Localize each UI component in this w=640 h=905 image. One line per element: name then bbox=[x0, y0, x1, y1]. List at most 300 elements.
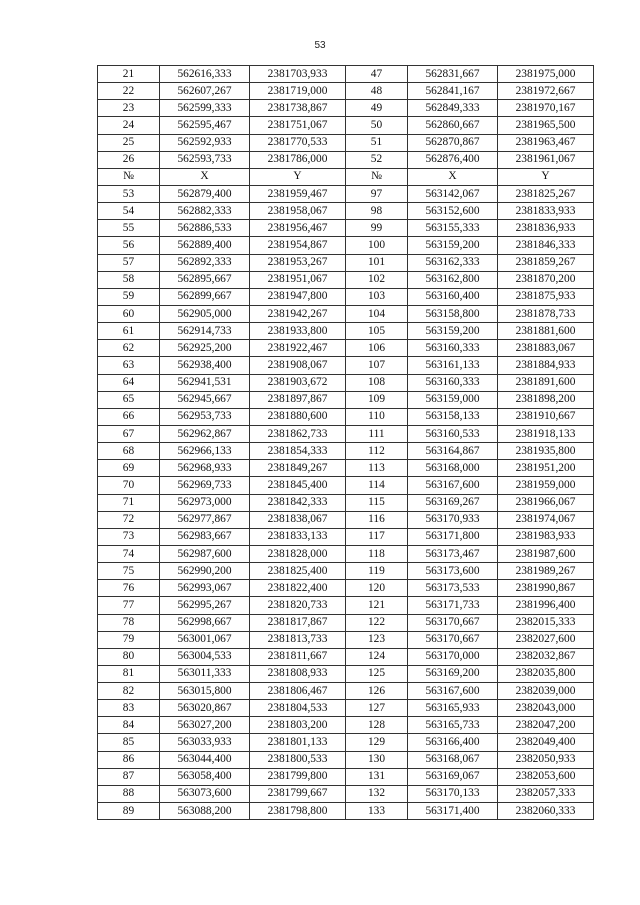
left-y-coordinate-cell: 2381817,867 bbox=[250, 614, 346, 631]
left-point-number-cell: 72 bbox=[98, 511, 160, 528]
left-y-coordinate-cell: 2381738,867 bbox=[250, 100, 346, 117]
right-x-coordinate-cell: 563166,400 bbox=[408, 734, 498, 751]
left-y-coordinate-cell: 2381854,333 bbox=[250, 443, 346, 460]
right-x-coordinate-cell: 563170,133 bbox=[408, 785, 498, 802]
right-x-coordinate-cell: 563165,733 bbox=[408, 717, 498, 734]
right-y-coordinate-cell: 2381898,200 bbox=[498, 391, 594, 408]
left-x-coordinate-cell: 562966,133 bbox=[160, 443, 250, 460]
right-y-coordinate-cell: 2381878,733 bbox=[498, 305, 594, 322]
right-x-coordinate-cell: 563161,133 bbox=[408, 357, 498, 374]
right-x-coordinate-cell: 563158,800 bbox=[408, 305, 498, 322]
right-point-number-cell: 49 bbox=[346, 100, 408, 117]
table-row bbox=[98, 717, 594, 734]
right-y-coordinate-cell: 2381836,933 bbox=[498, 220, 594, 237]
left-y-column-header: Y bbox=[250, 168, 346, 185]
left-point-number-cell: 86 bbox=[98, 751, 160, 768]
right-point-number-cell: 127 bbox=[346, 700, 408, 717]
right-point-number-cell: 52 bbox=[346, 151, 408, 168]
left-x-coordinate-cell: 562938,400 bbox=[160, 357, 250, 374]
right-x-coordinate-cell: 562870,867 bbox=[408, 134, 498, 151]
right-y-coordinate-cell: 2381987,600 bbox=[498, 545, 594, 562]
left-y-coordinate-cell: 2381838,067 bbox=[250, 511, 346, 528]
right-y-coordinate-cell: 2381989,267 bbox=[498, 563, 594, 580]
table-row bbox=[98, 545, 594, 562]
left-x-coordinate-cell: 563044,400 bbox=[160, 751, 250, 768]
left-y-coordinate-cell: 2381799,800 bbox=[250, 768, 346, 785]
left-y-coordinate-cell: 2381751,067 bbox=[250, 117, 346, 134]
right-x-coordinate-cell: 562849,333 bbox=[408, 100, 498, 117]
left-x-coordinate-cell: 562925,200 bbox=[160, 340, 250, 357]
left-x-coordinate-cell: 563015,800 bbox=[160, 683, 250, 700]
table-row bbox=[98, 185, 594, 202]
table-row bbox=[98, 83, 594, 100]
right-point-number-cell: 109 bbox=[346, 391, 408, 408]
left-point-number-cell: 61 bbox=[98, 323, 160, 340]
right-point-number-cell: 47 bbox=[346, 66, 408, 83]
right-point-number-cell: 118 bbox=[346, 545, 408, 562]
left-y-coordinate-cell: 2381833,133 bbox=[250, 528, 346, 545]
table-row bbox=[98, 443, 594, 460]
right-x-coordinate-cell: 563171,400 bbox=[408, 803, 498, 820]
table-row bbox=[98, 631, 594, 648]
table-row bbox=[98, 683, 594, 700]
table-row bbox=[98, 700, 594, 717]
right-x-coordinate-cell: 563171,800 bbox=[408, 528, 498, 545]
right-point-number-cell: 101 bbox=[346, 254, 408, 271]
table-row bbox=[98, 151, 594, 168]
left-x-coordinate-cell: 562592,933 bbox=[160, 134, 250, 151]
left-x-coordinate-cell: 562595,467 bbox=[160, 117, 250, 134]
left-number-column-header: № bbox=[98, 168, 160, 185]
table-row bbox=[98, 460, 594, 477]
right-x-coordinate-cell: 563159,200 bbox=[408, 323, 498, 340]
right-x-coordinate-cell: 562860,667 bbox=[408, 117, 498, 134]
left-point-number-cell: 57 bbox=[98, 254, 160, 271]
left-point-number-cell: 71 bbox=[98, 494, 160, 511]
right-point-number-cell: 122 bbox=[346, 614, 408, 631]
table-row bbox=[98, 528, 594, 545]
right-point-number-cell: 110 bbox=[346, 408, 408, 425]
left-point-number-cell: 54 bbox=[98, 203, 160, 220]
left-point-number-cell: 24 bbox=[98, 117, 160, 134]
left-y-coordinate-cell: 2381798,800 bbox=[250, 803, 346, 820]
left-y-coordinate-cell: 2381954,867 bbox=[250, 237, 346, 254]
right-x-coordinate-cell: 563164,867 bbox=[408, 443, 498, 460]
right-y-coordinate-cell: 2381883,067 bbox=[498, 340, 594, 357]
left-y-coordinate-cell: 2381958,067 bbox=[250, 203, 346, 220]
table-row bbox=[98, 734, 594, 751]
left-x-coordinate-cell: 562953,733 bbox=[160, 408, 250, 425]
table-row bbox=[98, 597, 594, 614]
table-row bbox=[98, 288, 594, 305]
right-y-coordinate-cell: 2381825,267 bbox=[498, 185, 594, 202]
right-point-number-cell: 124 bbox=[346, 648, 408, 665]
table-row bbox=[98, 648, 594, 665]
right-y-coordinate-cell: 2381975,000 bbox=[498, 66, 594, 83]
table-row bbox=[98, 305, 594, 322]
left-x-coordinate-cell: 562879,400 bbox=[160, 185, 250, 202]
right-y-coordinate-cell: 2381859,267 bbox=[498, 254, 594, 271]
right-point-number-cell: 51 bbox=[346, 134, 408, 151]
table-row bbox=[98, 803, 594, 820]
right-point-number-cell: 50 bbox=[346, 117, 408, 134]
left-point-number-cell: 75 bbox=[98, 563, 160, 580]
left-y-coordinate-cell: 2381770,533 bbox=[250, 134, 346, 151]
table-row bbox=[98, 408, 594, 425]
right-y-coordinate-cell: 2382049,400 bbox=[498, 734, 594, 751]
right-x-coordinate-cell: 562831,667 bbox=[408, 66, 498, 83]
right-point-number-cell: 112 bbox=[346, 443, 408, 460]
left-y-coordinate-cell: 2381703,933 bbox=[250, 66, 346, 83]
left-point-number-cell: 70 bbox=[98, 477, 160, 494]
right-y-coordinate-cell: 2382035,800 bbox=[498, 665, 594, 682]
left-point-number-cell: 69 bbox=[98, 460, 160, 477]
right-x-coordinate-cell: 563170,667 bbox=[408, 631, 498, 648]
right-point-number-cell: 123 bbox=[346, 631, 408, 648]
left-y-coordinate-cell: 2381828,000 bbox=[250, 545, 346, 562]
right-point-number-cell: 105 bbox=[346, 323, 408, 340]
left-x-coordinate-cell: 562882,333 bbox=[160, 203, 250, 220]
table-row bbox=[98, 134, 594, 151]
table-row bbox=[98, 477, 594, 494]
table-row bbox=[98, 425, 594, 442]
left-x-coordinate-cell: 563001,067 bbox=[160, 631, 250, 648]
right-point-number-cell: 97 bbox=[346, 185, 408, 202]
coordinates-table bbox=[97, 65, 594, 820]
left-point-number-cell: 80 bbox=[98, 648, 160, 665]
right-y-coordinate-cell: 2382015,333 bbox=[498, 614, 594, 631]
right-x-coordinate-cell: 563158,133 bbox=[408, 408, 498, 425]
table-row bbox=[98, 494, 594, 511]
right-point-number-cell: 121 bbox=[346, 597, 408, 614]
left-point-number-cell: 23 bbox=[98, 100, 160, 117]
left-x-coordinate-cell: 562616,333 bbox=[160, 66, 250, 83]
coordinates-table-body bbox=[98, 66, 594, 820]
right-x-coordinate-cell: 563169,267 bbox=[408, 494, 498, 511]
right-y-coordinate-cell: 2381963,467 bbox=[498, 134, 594, 151]
right-number-column-header: № bbox=[346, 168, 408, 185]
left-x-coordinate-cell: 563027,200 bbox=[160, 717, 250, 734]
right-y-coordinate-cell: 2381983,933 bbox=[498, 528, 594, 545]
right-y-coordinate-cell: 2382053,600 bbox=[498, 768, 594, 785]
right-point-number-cell: 99 bbox=[346, 220, 408, 237]
left-point-number-cell: 76 bbox=[98, 580, 160, 597]
left-x-coordinate-cell: 562995,267 bbox=[160, 597, 250, 614]
table-row bbox=[98, 785, 594, 802]
right-x-coordinate-cell: 563168,067 bbox=[408, 751, 498, 768]
right-y-coordinate-cell: 2381951,200 bbox=[498, 460, 594, 477]
left-point-number-cell: 56 bbox=[98, 237, 160, 254]
right-x-coordinate-cell: 563160,533 bbox=[408, 425, 498, 442]
right-y-coordinate-cell: 2382027,600 bbox=[498, 631, 594, 648]
table-row bbox=[98, 563, 594, 580]
right-x-coordinate-cell: 563159,000 bbox=[408, 391, 498, 408]
left-y-coordinate-cell: 2381799,667 bbox=[250, 785, 346, 802]
right-x-coordinate-cell: 563169,200 bbox=[408, 665, 498, 682]
table-row bbox=[98, 580, 594, 597]
table-row bbox=[98, 66, 594, 83]
left-y-coordinate-cell: 2381849,267 bbox=[250, 460, 346, 477]
right-x-coordinate-cell: 563171,733 bbox=[408, 597, 498, 614]
right-x-coordinate-cell: 563173,600 bbox=[408, 563, 498, 580]
left-y-coordinate-cell: 2381880,600 bbox=[250, 408, 346, 425]
left-x-coordinate-cell: 562990,200 bbox=[160, 563, 250, 580]
right-y-coordinate-cell: 2381918,133 bbox=[498, 425, 594, 442]
left-point-number-cell: 64 bbox=[98, 374, 160, 391]
left-y-coordinate-cell: 2381811,667 bbox=[250, 648, 346, 665]
right-point-number-cell: 116 bbox=[346, 511, 408, 528]
right-y-coordinate-cell: 2382039,000 bbox=[498, 683, 594, 700]
left-y-coordinate-cell: 2381786,000 bbox=[250, 151, 346, 168]
right-y-coordinate-cell: 2381846,333 bbox=[498, 237, 594, 254]
right-x-coordinate-cell: 563168,000 bbox=[408, 460, 498, 477]
right-y-coordinate-cell: 2381833,933 bbox=[498, 203, 594, 220]
left-y-coordinate-cell: 2381959,467 bbox=[250, 185, 346, 202]
right-x-coordinate-cell: 563170,000 bbox=[408, 648, 498, 665]
right-point-number-cell: 106 bbox=[346, 340, 408, 357]
left-point-number-cell: 21 bbox=[98, 66, 160, 83]
right-y-coordinate-cell: 2381959,000 bbox=[498, 477, 594, 494]
table-row bbox=[98, 374, 594, 391]
right-x-coordinate-cell: 563167,600 bbox=[408, 477, 498, 494]
left-y-coordinate-cell: 2381801,133 bbox=[250, 734, 346, 751]
right-x-coordinate-cell: 563155,333 bbox=[408, 220, 498, 237]
right-x-column-header: X bbox=[408, 168, 498, 185]
table-row bbox=[98, 323, 594, 340]
left-y-coordinate-cell: 2381820,733 bbox=[250, 597, 346, 614]
left-x-coordinate-cell: 562998,667 bbox=[160, 614, 250, 631]
right-y-column-header: Y bbox=[498, 168, 594, 185]
right-y-coordinate-cell: 2381935,800 bbox=[498, 443, 594, 460]
right-x-coordinate-cell: 563173,467 bbox=[408, 545, 498, 562]
left-y-coordinate-cell: 2381903,672 bbox=[250, 374, 346, 391]
left-x-coordinate-cell: 562593,733 bbox=[160, 151, 250, 168]
left-x-coordinate-cell: 562941,531 bbox=[160, 374, 250, 391]
left-point-number-cell: 74 bbox=[98, 545, 160, 562]
left-point-number-cell: 53 bbox=[98, 185, 160, 202]
right-point-number-cell: 132 bbox=[346, 785, 408, 802]
right-point-number-cell: 117 bbox=[346, 528, 408, 545]
left-y-coordinate-cell: 2381803,200 bbox=[250, 717, 346, 734]
left-point-number-cell: 59 bbox=[98, 288, 160, 305]
right-point-number-cell: 111 bbox=[346, 425, 408, 442]
right-y-coordinate-cell: 2381891,600 bbox=[498, 374, 594, 391]
right-y-coordinate-cell: 2381961,067 bbox=[498, 151, 594, 168]
left-x-coordinate-cell: 562899,667 bbox=[160, 288, 250, 305]
table-row bbox=[98, 237, 594, 254]
left-x-coordinate-cell: 563088,200 bbox=[160, 803, 250, 820]
right-y-coordinate-cell: 2381974,067 bbox=[498, 511, 594, 528]
right-point-number-cell: 102 bbox=[346, 271, 408, 288]
left-y-coordinate-cell: 2381845,400 bbox=[250, 477, 346, 494]
right-x-coordinate-cell: 563169,067 bbox=[408, 768, 498, 785]
left-y-coordinate-cell: 2381825,400 bbox=[250, 563, 346, 580]
left-y-coordinate-cell: 2381908,067 bbox=[250, 357, 346, 374]
table-row bbox=[98, 391, 594, 408]
left-x-coordinate-cell: 562599,333 bbox=[160, 100, 250, 117]
right-y-coordinate-cell: 2381870,200 bbox=[498, 271, 594, 288]
right-point-number-cell: 48 bbox=[346, 83, 408, 100]
left-y-coordinate-cell: 2381806,467 bbox=[250, 683, 346, 700]
left-point-number-cell: 88 bbox=[98, 785, 160, 802]
left-point-number-cell: 87 bbox=[98, 768, 160, 785]
right-point-number-cell: 108 bbox=[346, 374, 408, 391]
left-point-number-cell: 79 bbox=[98, 631, 160, 648]
right-point-number-cell: 126 bbox=[346, 683, 408, 700]
left-x-coordinate-cell: 562962,867 bbox=[160, 425, 250, 442]
table-row bbox=[98, 614, 594, 631]
right-y-coordinate-cell: 2382047,200 bbox=[498, 717, 594, 734]
left-x-coordinate-cell: 562968,933 bbox=[160, 460, 250, 477]
right-x-coordinate-cell: 563162,800 bbox=[408, 271, 498, 288]
right-y-coordinate-cell: 2381990,867 bbox=[498, 580, 594, 597]
left-point-number-cell: 85 bbox=[98, 734, 160, 751]
table-row bbox=[98, 254, 594, 271]
left-y-coordinate-cell: 2381800,533 bbox=[250, 751, 346, 768]
right-y-coordinate-cell: 2381881,600 bbox=[498, 323, 594, 340]
left-point-number-cell: 65 bbox=[98, 391, 160, 408]
left-point-number-cell: 73 bbox=[98, 528, 160, 545]
right-point-number-cell: 114 bbox=[346, 477, 408, 494]
right-y-coordinate-cell: 2381884,933 bbox=[498, 357, 594, 374]
left-y-coordinate-cell: 2381813,733 bbox=[250, 631, 346, 648]
right-point-number-cell: 113 bbox=[346, 460, 408, 477]
right-point-number-cell: 107 bbox=[346, 357, 408, 374]
left-x-coordinate-cell: 562945,667 bbox=[160, 391, 250, 408]
right-point-number-cell: 119 bbox=[346, 563, 408, 580]
left-point-number-cell: 60 bbox=[98, 305, 160, 322]
right-x-coordinate-cell: 563160,333 bbox=[408, 340, 498, 357]
right-point-number-cell: 129 bbox=[346, 734, 408, 751]
right-y-coordinate-cell: 2381970,167 bbox=[498, 100, 594, 117]
left-point-number-cell: 22 bbox=[98, 83, 160, 100]
left-x-coordinate-cell: 563073,600 bbox=[160, 785, 250, 802]
table-row bbox=[98, 357, 594, 374]
right-y-coordinate-cell: 2382057,333 bbox=[498, 785, 594, 802]
left-x-coordinate-cell: 563004,533 bbox=[160, 648, 250, 665]
table-row bbox=[98, 271, 594, 288]
left-x-coordinate-cell: 563033,933 bbox=[160, 734, 250, 751]
left-point-number-cell: 81 bbox=[98, 665, 160, 682]
left-x-coordinate-cell: 562914,733 bbox=[160, 323, 250, 340]
right-point-number-cell: 130 bbox=[346, 751, 408, 768]
right-y-coordinate-cell: 2382060,333 bbox=[498, 803, 594, 820]
right-y-coordinate-cell: 2381965,500 bbox=[498, 117, 594, 134]
right-point-number-cell: 115 bbox=[346, 494, 408, 511]
left-point-number-cell: 89 bbox=[98, 803, 160, 820]
left-point-number-cell: 77 bbox=[98, 597, 160, 614]
left-x-coordinate-cell: 562969,733 bbox=[160, 477, 250, 494]
left-x-coordinate-cell: 562973,000 bbox=[160, 494, 250, 511]
right-x-coordinate-cell: 563160,333 bbox=[408, 374, 498, 391]
right-x-coordinate-cell: 563159,200 bbox=[408, 237, 498, 254]
table-row bbox=[98, 768, 594, 785]
right-y-coordinate-cell: 2382043,000 bbox=[498, 700, 594, 717]
right-y-coordinate-cell: 2382032,867 bbox=[498, 648, 594, 665]
right-x-coordinate-cell: 563173,533 bbox=[408, 580, 498, 597]
left-x-coordinate-cell: 563011,333 bbox=[160, 665, 250, 682]
right-point-number-cell: 103 bbox=[346, 288, 408, 305]
left-x-coordinate-cell: 562892,333 bbox=[160, 254, 250, 271]
table-row bbox=[98, 203, 594, 220]
left-y-coordinate-cell: 2381808,933 bbox=[250, 665, 346, 682]
right-y-coordinate-cell: 2382050,933 bbox=[498, 751, 594, 768]
left-point-number-cell: 82 bbox=[98, 683, 160, 700]
left-point-number-cell: 84 bbox=[98, 717, 160, 734]
right-point-number-cell: 131 bbox=[346, 768, 408, 785]
table-header-row bbox=[98, 168, 594, 185]
left-y-coordinate-cell: 2381922,467 bbox=[250, 340, 346, 357]
left-point-number-cell: 62 bbox=[98, 340, 160, 357]
left-point-number-cell: 58 bbox=[98, 271, 160, 288]
right-x-coordinate-cell: 563167,600 bbox=[408, 683, 498, 700]
table-row bbox=[98, 511, 594, 528]
left-y-coordinate-cell: 2381942,267 bbox=[250, 305, 346, 322]
left-point-number-cell: 78 bbox=[98, 614, 160, 631]
right-y-coordinate-cell: 2381966,067 bbox=[498, 494, 594, 511]
left-point-number-cell: 66 bbox=[98, 408, 160, 425]
left-point-number-cell: 67 bbox=[98, 425, 160, 442]
left-y-coordinate-cell: 2381947,800 bbox=[250, 288, 346, 305]
right-x-coordinate-cell: 563152,600 bbox=[408, 203, 498, 220]
left-point-number-cell: 55 bbox=[98, 220, 160, 237]
right-x-coordinate-cell: 562876,400 bbox=[408, 151, 498, 168]
left-point-number-cell: 68 bbox=[98, 443, 160, 460]
right-y-coordinate-cell: 2381910,667 bbox=[498, 408, 594, 425]
table-row bbox=[98, 117, 594, 134]
left-point-number-cell: 83 bbox=[98, 700, 160, 717]
left-y-coordinate-cell: 2381951,067 bbox=[250, 271, 346, 288]
right-x-coordinate-cell: 563165,933 bbox=[408, 700, 498, 717]
left-y-coordinate-cell: 2381933,800 bbox=[250, 323, 346, 340]
table-row bbox=[98, 665, 594, 682]
right-point-number-cell: 100 bbox=[346, 237, 408, 254]
left-x-column-header: X bbox=[160, 168, 250, 185]
left-x-coordinate-cell: 563058,400 bbox=[160, 768, 250, 785]
right-x-coordinate-cell: 563160,400 bbox=[408, 288, 498, 305]
right-x-coordinate-cell: 563142,067 bbox=[408, 185, 498, 202]
left-x-coordinate-cell: 562983,667 bbox=[160, 528, 250, 545]
left-point-number-cell: 26 bbox=[98, 151, 160, 168]
left-point-number-cell: 63 bbox=[98, 357, 160, 374]
right-point-number-cell: 125 bbox=[346, 665, 408, 682]
right-y-coordinate-cell: 2381996,400 bbox=[498, 597, 594, 614]
left-y-coordinate-cell: 2381804,533 bbox=[250, 700, 346, 717]
right-y-coordinate-cell: 2381875,933 bbox=[498, 288, 594, 305]
left-y-coordinate-cell: 2381862,733 bbox=[250, 425, 346, 442]
left-x-coordinate-cell: 562895,667 bbox=[160, 271, 250, 288]
left-y-coordinate-cell: 2381953,267 bbox=[250, 254, 346, 271]
right-point-number-cell: 133 bbox=[346, 803, 408, 820]
page-number: 53 bbox=[314, 40, 326, 51]
left-x-coordinate-cell: 562905,000 bbox=[160, 305, 250, 322]
right-x-coordinate-cell: 563170,933 bbox=[408, 511, 498, 528]
left-x-coordinate-cell: 562886,533 bbox=[160, 220, 250, 237]
right-x-coordinate-cell: 563170,667 bbox=[408, 614, 498, 631]
left-y-coordinate-cell: 2381956,467 bbox=[250, 220, 346, 237]
right-y-coordinate-cell: 2381972,667 bbox=[498, 83, 594, 100]
right-point-number-cell: 98 bbox=[346, 203, 408, 220]
left-point-number-cell: 25 bbox=[98, 134, 160, 151]
left-x-coordinate-cell: 563020,867 bbox=[160, 700, 250, 717]
right-x-coordinate-cell: 562841,167 bbox=[408, 83, 498, 100]
left-x-coordinate-cell: 562889,400 bbox=[160, 237, 250, 254]
table-row bbox=[98, 100, 594, 117]
left-x-coordinate-cell: 562993,067 bbox=[160, 580, 250, 597]
table-row bbox=[98, 340, 594, 357]
right-x-coordinate-cell: 563162,333 bbox=[408, 254, 498, 271]
left-x-coordinate-cell: 562987,600 bbox=[160, 545, 250, 562]
